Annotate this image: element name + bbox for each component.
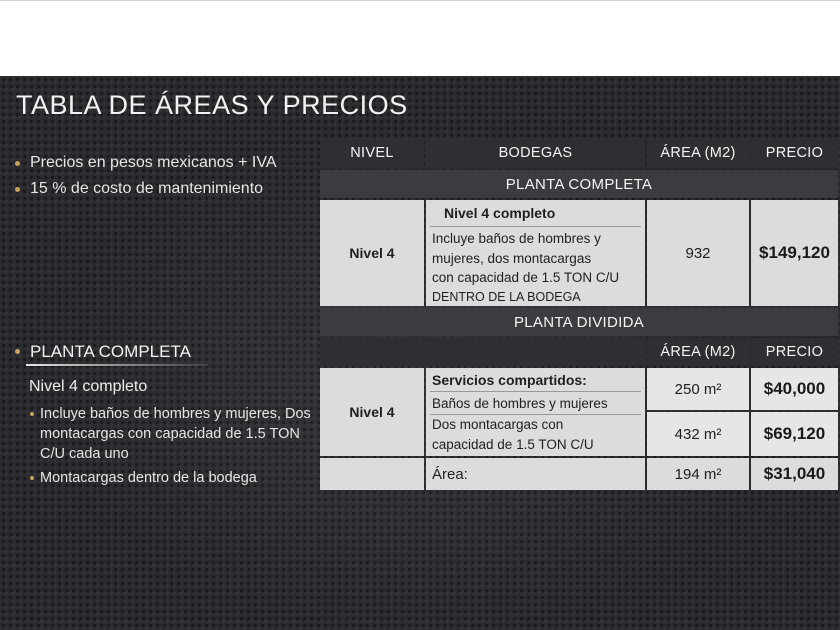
subheader-blank — [320, 338, 645, 366]
subheader-area: ÁREA (M2) — [647, 338, 749, 366]
desc-title: Nivel 4 completo — [444, 205, 556, 221]
price-cell: $31,040 — [751, 458, 838, 490]
price-cell: $69,120 — [751, 412, 838, 456]
header-bodegas: BODEGAS — [426, 138, 645, 168]
bodegas-cell — [426, 368, 645, 456]
bullet-prices: Precios en pesos mexicanos + IVA — [14, 154, 277, 172]
desc-line: con capacidad de 1.5 TON C/U — [432, 270, 620, 285]
bodegas-cell — [426, 200, 645, 306]
desc-line: DENTRO DE LA BODEGA — [432, 289, 581, 304]
section-item: Montacargas dentro de la bodega — [29, 468, 314, 488]
band-planta-dividida: PLANTA DIVIDIDA — [320, 308, 838, 336]
area-cell: 194 m² — [647, 458, 749, 490]
nivel-cell: Nivel 4 — [320, 200, 424, 306]
section-subtitle: Nivel 4 completo — [29, 378, 148, 395]
band-planta-completa: PLANTA COMPLETA — [320, 170, 838, 198]
header-nivel: NIVEL — [320, 138, 424, 168]
top-white-bar — [0, 0, 840, 77]
nivel-cell-empty — [320, 458, 424, 490]
area-cell: 432 m² — [647, 412, 749, 456]
desc-title: Servicios compartidos: — [432, 372, 587, 388]
nivel-cell: Nivel 4 — [320, 368, 424, 456]
header-precio: PRECIO — [751, 138, 838, 168]
area-cell: 250 m² — [647, 368, 749, 410]
bullet-maintenance: 15 % de costo de mantenimiento — [14, 180, 277, 198]
subheader-precio: PRECIO — [751, 338, 838, 366]
desc-body — [432, 415, 644, 454]
section-item: Incluye baños de hombres y mujeres, Dos montacargas con capacidad de 1.5 TON C/U cada uno — [29, 404, 314, 464]
desc-line: Baños de hombres y mujeres — [432, 396, 608, 411]
area-label-cell: Área: — [426, 458, 645, 490]
desc-line: capacidad de 1.5 TON C/U — [432, 436, 594, 452]
price-cell: $149,120 — [751, 200, 838, 306]
slide — [0, 76, 840, 630]
section-items — [29, 404, 314, 492]
price-cell: $40,000 — [751, 368, 838, 410]
area-cell: 932 — [647, 200, 749, 306]
slide-title: TABLA DE ÁREAS Y PRECIOS — [16, 90, 408, 120]
desc-body — [432, 229, 644, 307]
divider — [430, 391, 641, 392]
desc-line: Incluye baños de hombres y — [432, 231, 601, 246]
section-heading: PLANTA COMPLETA — [14, 342, 191, 362]
header-area: ÁREA (M2) — [647, 138, 749, 168]
divider — [430, 226, 641, 227]
desc-line: Dos montacargas con — [432, 417, 564, 432]
section-underline — [26, 364, 208, 366]
info-bullets — [14, 154, 277, 206]
desc-line: mujeres, dos montacargas — [432, 250, 592, 266]
